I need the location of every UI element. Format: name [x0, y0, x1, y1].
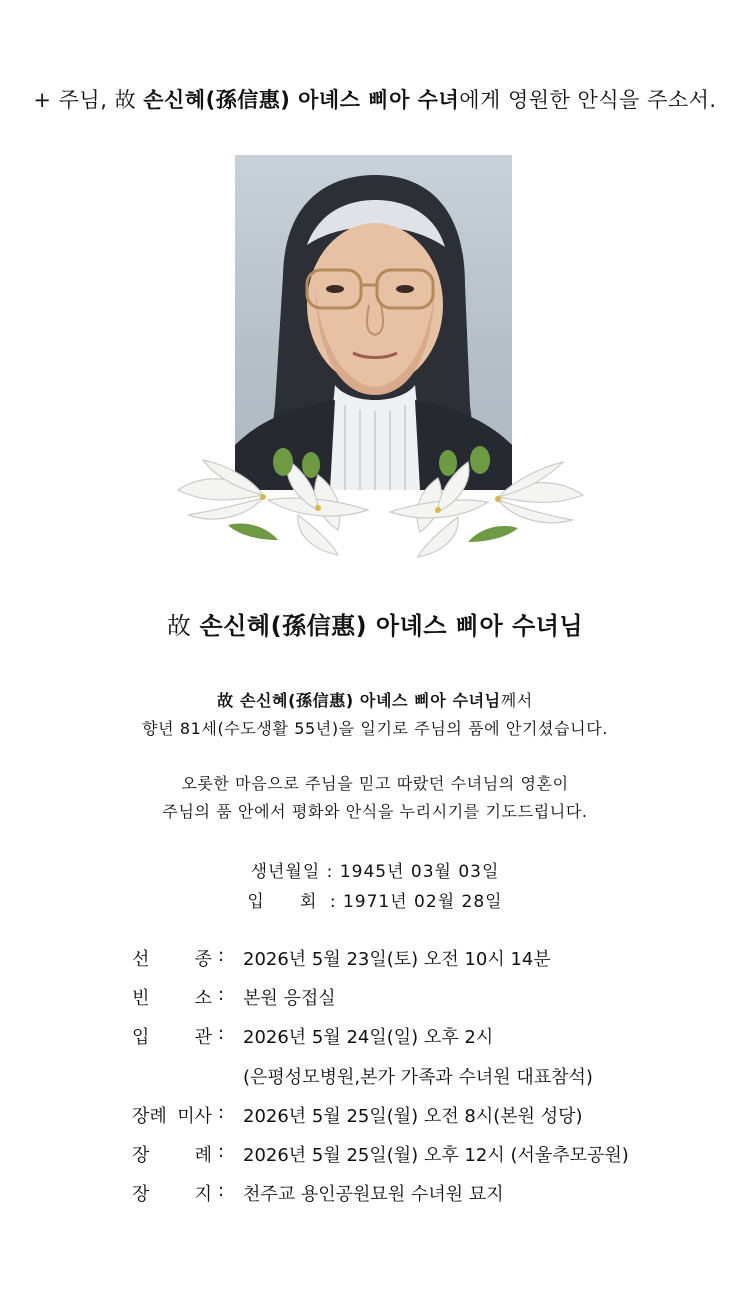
- entry-separator: :: [329, 892, 337, 912]
- title-prefix: 故: [166, 612, 200, 640]
- title-name: 손신혜(孫信惠) 아녜스 삐아 수녀님: [199, 612, 584, 640]
- detail-value: (은평성모병원,본가 가족과 수녀원 대표참석): [243, 1067, 593, 1088]
- detail-separator: :: [218, 1102, 225, 1123]
- detail-separator: :: [218, 1023, 225, 1044]
- detail-label: [132, 1023, 212, 1049]
- birth-date-row: [0, 857, 750, 882]
- prayer-name: 손신혜(孫信惠) 아녜스 삐아 수녀: [143, 88, 460, 112]
- detail-label-part: 종: [194, 949, 212, 970]
- prayer-prefix: + 주님, 故: [33, 88, 144, 112]
- detail-value: 2026년 5월 23일(토) 오전 10시 14분: [243, 949, 551, 970]
- detail-label: [132, 1180, 212, 1206]
- detail-label-part: 지: [194, 1184, 212, 1205]
- message-line-2: 향년 81세(수도생활 55년)을 일기로 주님의 품에 안기셨습니다.: [142, 719, 608, 738]
- detail-value: 2026년 5월 25일(월) 오후 12시 (서울추모공원): [243, 1145, 629, 1166]
- entry-value: 1971년 02월 28일: [342, 892, 503, 912]
- deceased-name-title: [0, 606, 750, 641]
- detail-label-part: 관: [194, 1027, 212, 1048]
- detail-label: [132, 984, 212, 1010]
- message-suffix: 께서: [500, 691, 533, 710]
- message-line-4: 주님의 품 안에서 평화와 안식을 누리시기를 기도드립니다.: [162, 802, 588, 821]
- detail-label-part: 입: [132, 1027, 150, 1048]
- detail-label-part: 선: [132, 949, 150, 970]
- message-name: 故 손신혜(孫信惠) 아녜스 삐아 수녀님: [217, 691, 501, 710]
- lily-flowers-decoration: [168, 440, 593, 560]
- prayer-suffix: 에게 영원한 안식을 주소서.: [459, 88, 717, 112]
- detail-label-part: 장: [132, 1145, 150, 1166]
- detail-value: 2026년 5월 24일(일) 오후 2시: [243, 1027, 494, 1048]
- detail-label: [132, 1102, 212, 1128]
- entry-label-char-1: 입: [247, 892, 265, 912]
- detail-label-part: 빈: [132, 988, 150, 1009]
- message-line-1: [0, 688, 750, 711]
- prayer-line: [0, 84, 750, 114]
- detail-label: [132, 945, 212, 971]
- message-line-3: 오롯한 마음으로 주님을 믿고 따랐던 수녀님의 영혼이: [181, 774, 569, 793]
- entry-label: [247, 887, 323, 912]
- birth-value: 1945년 03월 03일: [339, 862, 500, 882]
- detail-separator: :: [218, 945, 225, 966]
- birth-label: 생년월일: [250, 862, 321, 882]
- detail-label-part: 소: [194, 988, 212, 1009]
- entry-date-row: [0, 887, 750, 912]
- detail-value: 천주교 용인공원묘원 수녀원 묘지: [243, 1184, 504, 1205]
- birth-separator: :: [326, 862, 334, 882]
- detail-value: 2026년 5월 25일(월) 오전 8시(본원 성당): [243, 1106, 583, 1127]
- detail-label-part: 례: [194, 1145, 212, 1166]
- entry-label-char-2: 회: [299, 892, 318, 912]
- detail-separator: :: [218, 1141, 225, 1162]
- detail-label-part: 미사: [177, 1106, 212, 1127]
- detail-separator: :: [218, 1180, 225, 1201]
- detail-separator: :: [218, 984, 225, 1005]
- detail-label-part: 장: [132, 1184, 150, 1205]
- detail-value: 본원 응접실: [243, 988, 336, 1009]
- detail-label-part: 장례: [132, 1106, 167, 1127]
- detail-label: [132, 1141, 212, 1167]
